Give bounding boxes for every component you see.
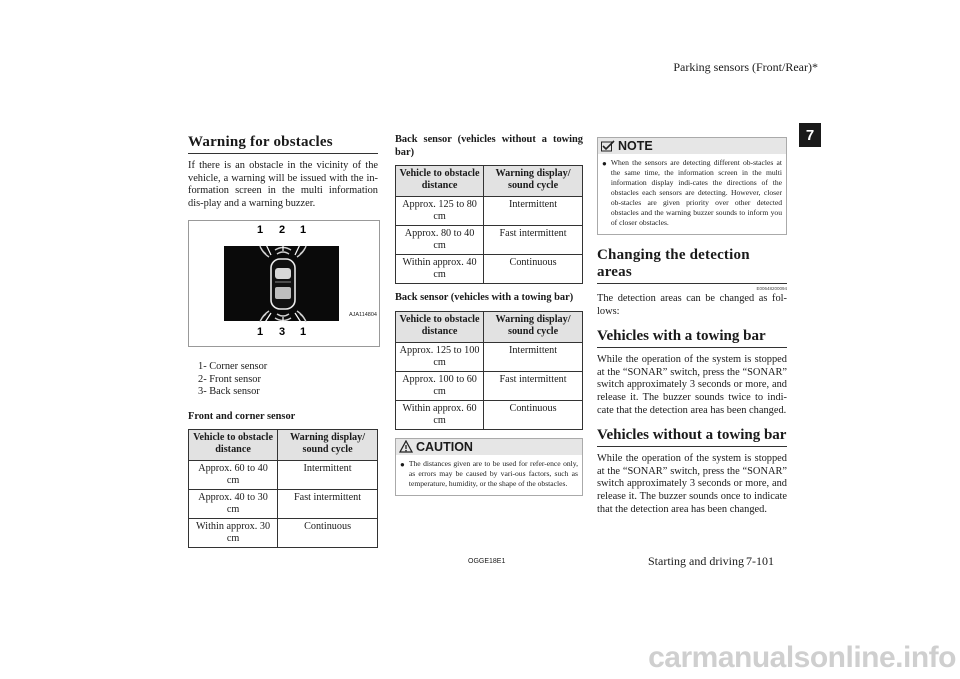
- section-heading: Changing the detection areas: [597, 247, 787, 284]
- table-cell: Intermittent: [278, 461, 378, 490]
- table-row: [189, 519, 378, 548]
- figure-legend: [198, 361, 378, 399]
- legend-item: 3- Back sensor: [198, 386, 260, 398]
- table-cell: Intermittent: [484, 342, 583, 371]
- subsection-heading: Vehicles without a towing bar: [597, 427, 787, 447]
- table-cell: Within approx. 30 cm: [189, 519, 278, 548]
- table-cell: Continuous: [484, 400, 583, 429]
- bullet-icon: ●: [602, 159, 607, 168]
- table-cell: Continuous: [484, 255, 583, 284]
- intro-paragraph: The detection areas can be changed as fol-lows:: [597, 293, 787, 317]
- section-code: E00648200094: [756, 286, 787, 291]
- table-title: Back sensor (vehicles without a towing bar): [395, 134, 583, 158]
- footer-code: OGGE18E1: [468, 558, 506, 565]
- table-cell: Approx. 100 to 60 cm: [396, 371, 484, 400]
- back-sensor-towbar-table: [395, 311, 583, 430]
- running-header: Parking sensors (Front/Rear)*: [673, 60, 818, 74]
- table-row: [396, 255, 583, 284]
- table-header: Vehicle to obstacle distance: [396, 311, 484, 342]
- table-row: [396, 197, 583, 226]
- table-cell: Intermittent: [484, 197, 583, 226]
- chapter-tab: 7: [799, 123, 821, 147]
- caution-label: CAUTION: [416, 439, 473, 454]
- note-box: [597, 137, 787, 235]
- table-row: [189, 490, 378, 519]
- subsection-paragraph: While the operation of the system is stopped at the “SONAR” switch, press the “SONAR” switch approximately 3 seconds or more, and release it. The buzzer sounds twice to indi-cate that the detection area has been changed.: [597, 354, 787, 416]
- table-cell: Continuous: [278, 519, 378, 548]
- check-note-icon: [601, 140, 615, 152]
- table-title: Back sensor (vehicles with a towing bar): [395, 292, 574, 304]
- callout-corner-rear-left: 1: [257, 326, 264, 339]
- column-right: [597, 137, 787, 516]
- watermark: carmanualsonline.info: [648, 641, 956, 674]
- table-cell: Fast intermittent: [278, 490, 378, 519]
- table-cell: Approx. 80 to 40 cm: [396, 226, 484, 255]
- table-cell: Approx. 40 to 30 cm: [189, 490, 278, 519]
- column-middle: [395, 134, 583, 496]
- callout-corner-front-left: 1: [257, 224, 264, 237]
- caution-content: [396, 455, 582, 495]
- table-header: Warning display/ sound cycle: [484, 311, 583, 342]
- table-cell: Approx. 60 to 40 cm: [189, 461, 278, 490]
- note-content: [598, 154, 786, 234]
- table-row: [396, 342, 583, 371]
- table-row: [396, 226, 583, 255]
- table-row: [396, 400, 583, 429]
- callout-corner-rear-right: 1: [300, 326, 307, 339]
- caution-box: [395, 438, 583, 496]
- table-header: Vehicle to obstacle distance: [396, 166, 484, 197]
- warning-triangle-icon: [399, 440, 413, 453]
- table-row: [396, 371, 583, 400]
- column-left: [188, 134, 378, 548]
- caution-header: [396, 439, 582, 455]
- table-cell: Approx. 125 to 80 cm: [396, 197, 484, 226]
- callout-front: 2: [279, 224, 286, 237]
- intro-paragraph: If there is an obstacle in the vicinity of the vehicle, a warning will be issued with the in-formation screen in the multi information dis-play and a warning buzzer.: [188, 160, 378, 209]
- table-header: Vehicle to obstacle distance: [189, 430, 278, 461]
- table-cell: Within approx. 60 cm: [396, 400, 484, 429]
- table-cell: Approx. 125 to 100 cm: [396, 342, 484, 371]
- note-header: [598, 138, 786, 154]
- front-corner-sensor-table: [188, 429, 378, 548]
- table-header: Warning display/ sound cycle: [278, 430, 378, 461]
- table-row: [189, 461, 378, 490]
- table-title: Front and corner sensor: [188, 410, 296, 422]
- subsection-paragraph: While the operation of the system is stopped at the “SONAR” switch, press the “SONAR” switch approximately 3 seconds or more, and release it. The buzzer sounds once to indicate that the detection area has been changed.: [597, 453, 787, 515]
- caution-text: The distances given are to be used for refer-ence only, as errors may be caused by vari-ous factors, such as temperature, humidity, or the shape of the obstacles.: [408, 458, 578, 488]
- table-cell: Fast intermittent: [484, 226, 583, 255]
- note-label: NOTE: [618, 139, 653, 153]
- note-text: When the sensors are detecting different ob-stacles at the same time, the information screen in the multi information display indi-cates the directions of the obstacles each sensors are detecting. However, closer ob-stacles are given priority over other detected obstacles and the warning buzzer sounds to inform you of closer obstacles.: [610, 158, 782, 227]
- figure-code: AJA114804: [348, 312, 377, 319]
- table-header: Warning display/ sound cycle: [484, 166, 583, 197]
- table-cell: Fast intermittent: [484, 371, 583, 400]
- sensor-diagram: [188, 220, 380, 347]
- back-sensor-no-towbar-table: [395, 165, 583, 284]
- section-heading: Warning for obstacles: [188, 134, 378, 154]
- callout-corner-front-right: 1: [300, 224, 307, 237]
- legend-item: 2- Front sensor: [198, 373, 261, 385]
- callout-back: 3: [279, 326, 286, 339]
- subsection-heading: Vehicles with a towing bar: [597, 328, 787, 348]
- footer-section: Starting and driving: [648, 554, 744, 568]
- bullet-icon: ●: [400, 459, 405, 469]
- legend-item: 1- Corner sensor: [198, 361, 268, 373]
- table-cell: Within approx. 40 cm: [396, 255, 484, 284]
- page-number: 7-101: [746, 554, 774, 568]
